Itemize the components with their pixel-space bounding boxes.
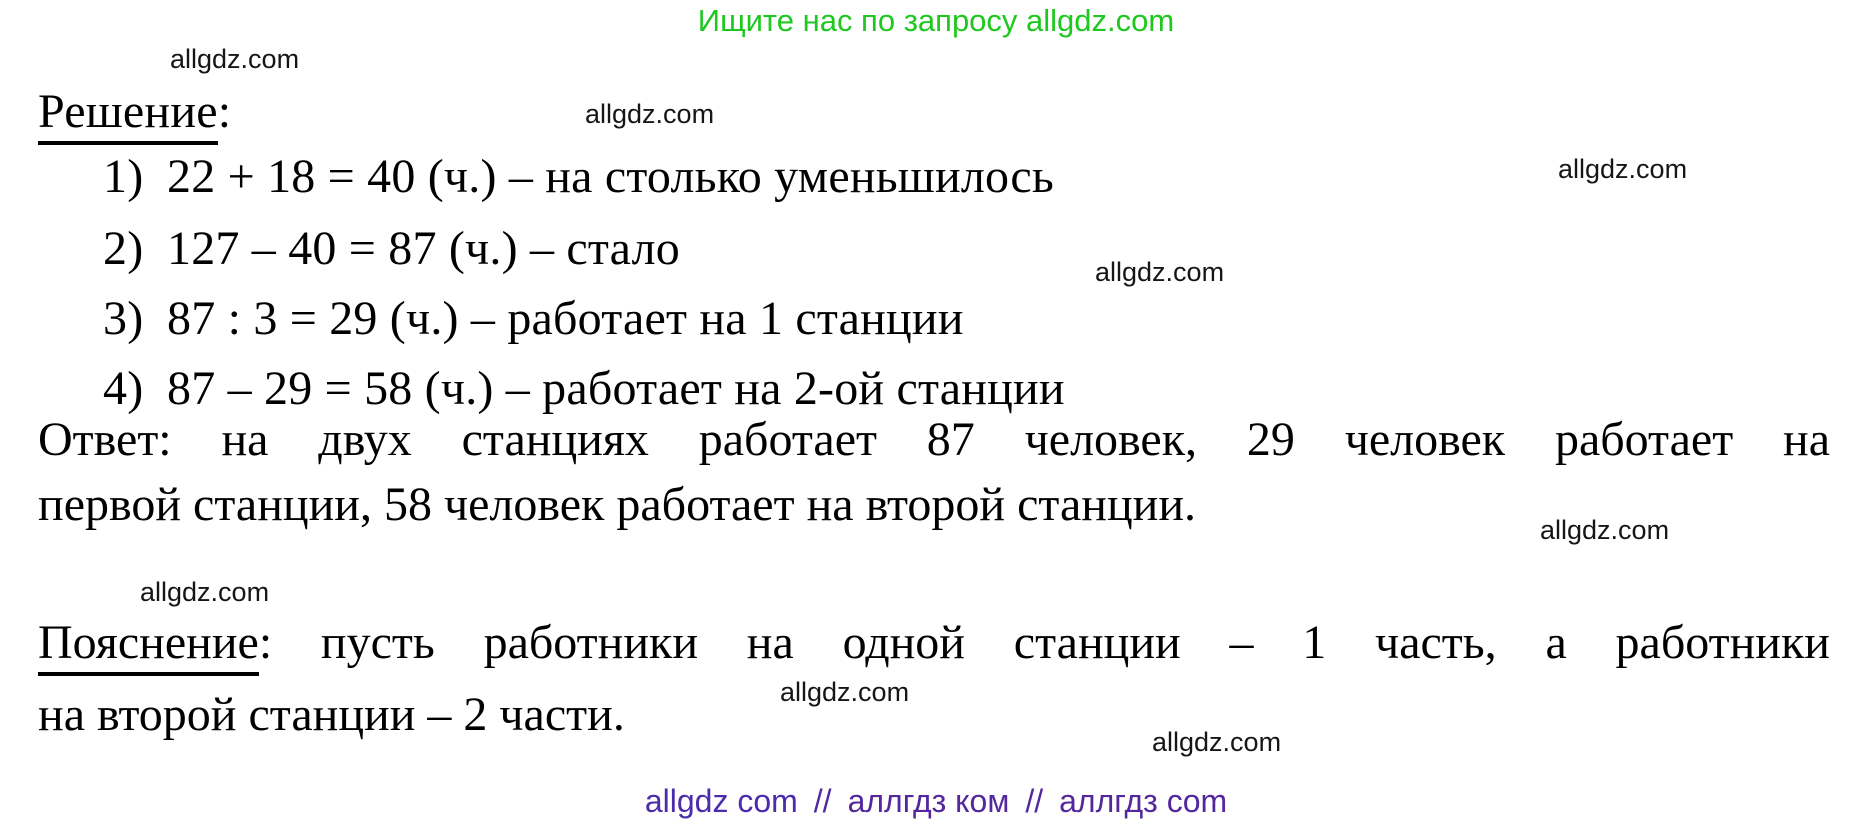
answer-label: Ответ: <box>38 413 172 466</box>
answer-line-1-text: на двух станциях работает 87 человек, 29 человек работает на <box>221 413 1831 466</box>
explanation-paragraph <box>38 607 1830 751</box>
watermark: allgdz.com <box>585 99 715 129</box>
solution-heading-label: Решение <box>38 85 218 145</box>
explanation-line-2: на второй станции – 2 части. <box>38 688 625 741</box>
step-text: 87 : 3 = 29 (ч.) – работает на 1 станции <box>167 292 964 345</box>
watermark: allgdz.com <box>1152 727 1282 757</box>
solution-heading <box>38 85 232 138</box>
watermark: allgdz.com <box>140 577 270 607</box>
solution-step <box>103 362 1065 415</box>
explanation-line-1 <box>38 607 1830 679</box>
promo-banner-text: Ищите нас по запросу allgdz.com <box>697 3 1175 38</box>
watermark: allgdz.com <box>1095 257 1225 287</box>
solution-step <box>103 292 964 345</box>
watermark: allgdz.com <box>780 677 910 707</box>
step-text: 127 – 40 = 87 (ч.) – стало <box>167 222 680 275</box>
step-text: 22 + 18 = 40 (ч.) – на столько уменьшилось <box>167 150 1055 203</box>
footer-separator: // <box>813 783 832 819</box>
explanation-label: Пояснение <box>38 616 259 676</box>
footer-query-latin: allgdz com <box>644 783 798 819</box>
watermark: allgdz.com <box>1540 515 1670 545</box>
footer-query-cyrillic-2: аллгдз com <box>1059 783 1228 819</box>
solution-step <box>103 150 1055 203</box>
step-number: 1) <box>103 150 144 203</box>
footer-query-cyrillic-1: аллгдз ком <box>847 783 1010 819</box>
answer-line-2: первой станции, 58 человек работает на второй станции. <box>38 478 1196 531</box>
footer-separator: // <box>1025 783 1044 819</box>
step-number: 2) <box>103 222 144 275</box>
step-text: 87 – 29 = 58 (ч.) – работает на 2-ой станции <box>167 362 1065 415</box>
solution-step <box>103 222 680 275</box>
answer-paragraph <box>38 407 1830 537</box>
answer-line-1 <box>38 407 1830 472</box>
step-number: 4) <box>103 362 144 415</box>
watermark: allgdz.com <box>1558 154 1688 184</box>
explanation-line-1-text: : пусть работники на одной станции – 1 часть, а работники <box>258 616 1830 669</box>
solution-heading-colon: : <box>217 85 232 138</box>
footer-search-queries <box>0 783 1872 820</box>
watermark: allgdz.com <box>170 44 300 74</box>
step-number: 3) <box>103 292 144 345</box>
